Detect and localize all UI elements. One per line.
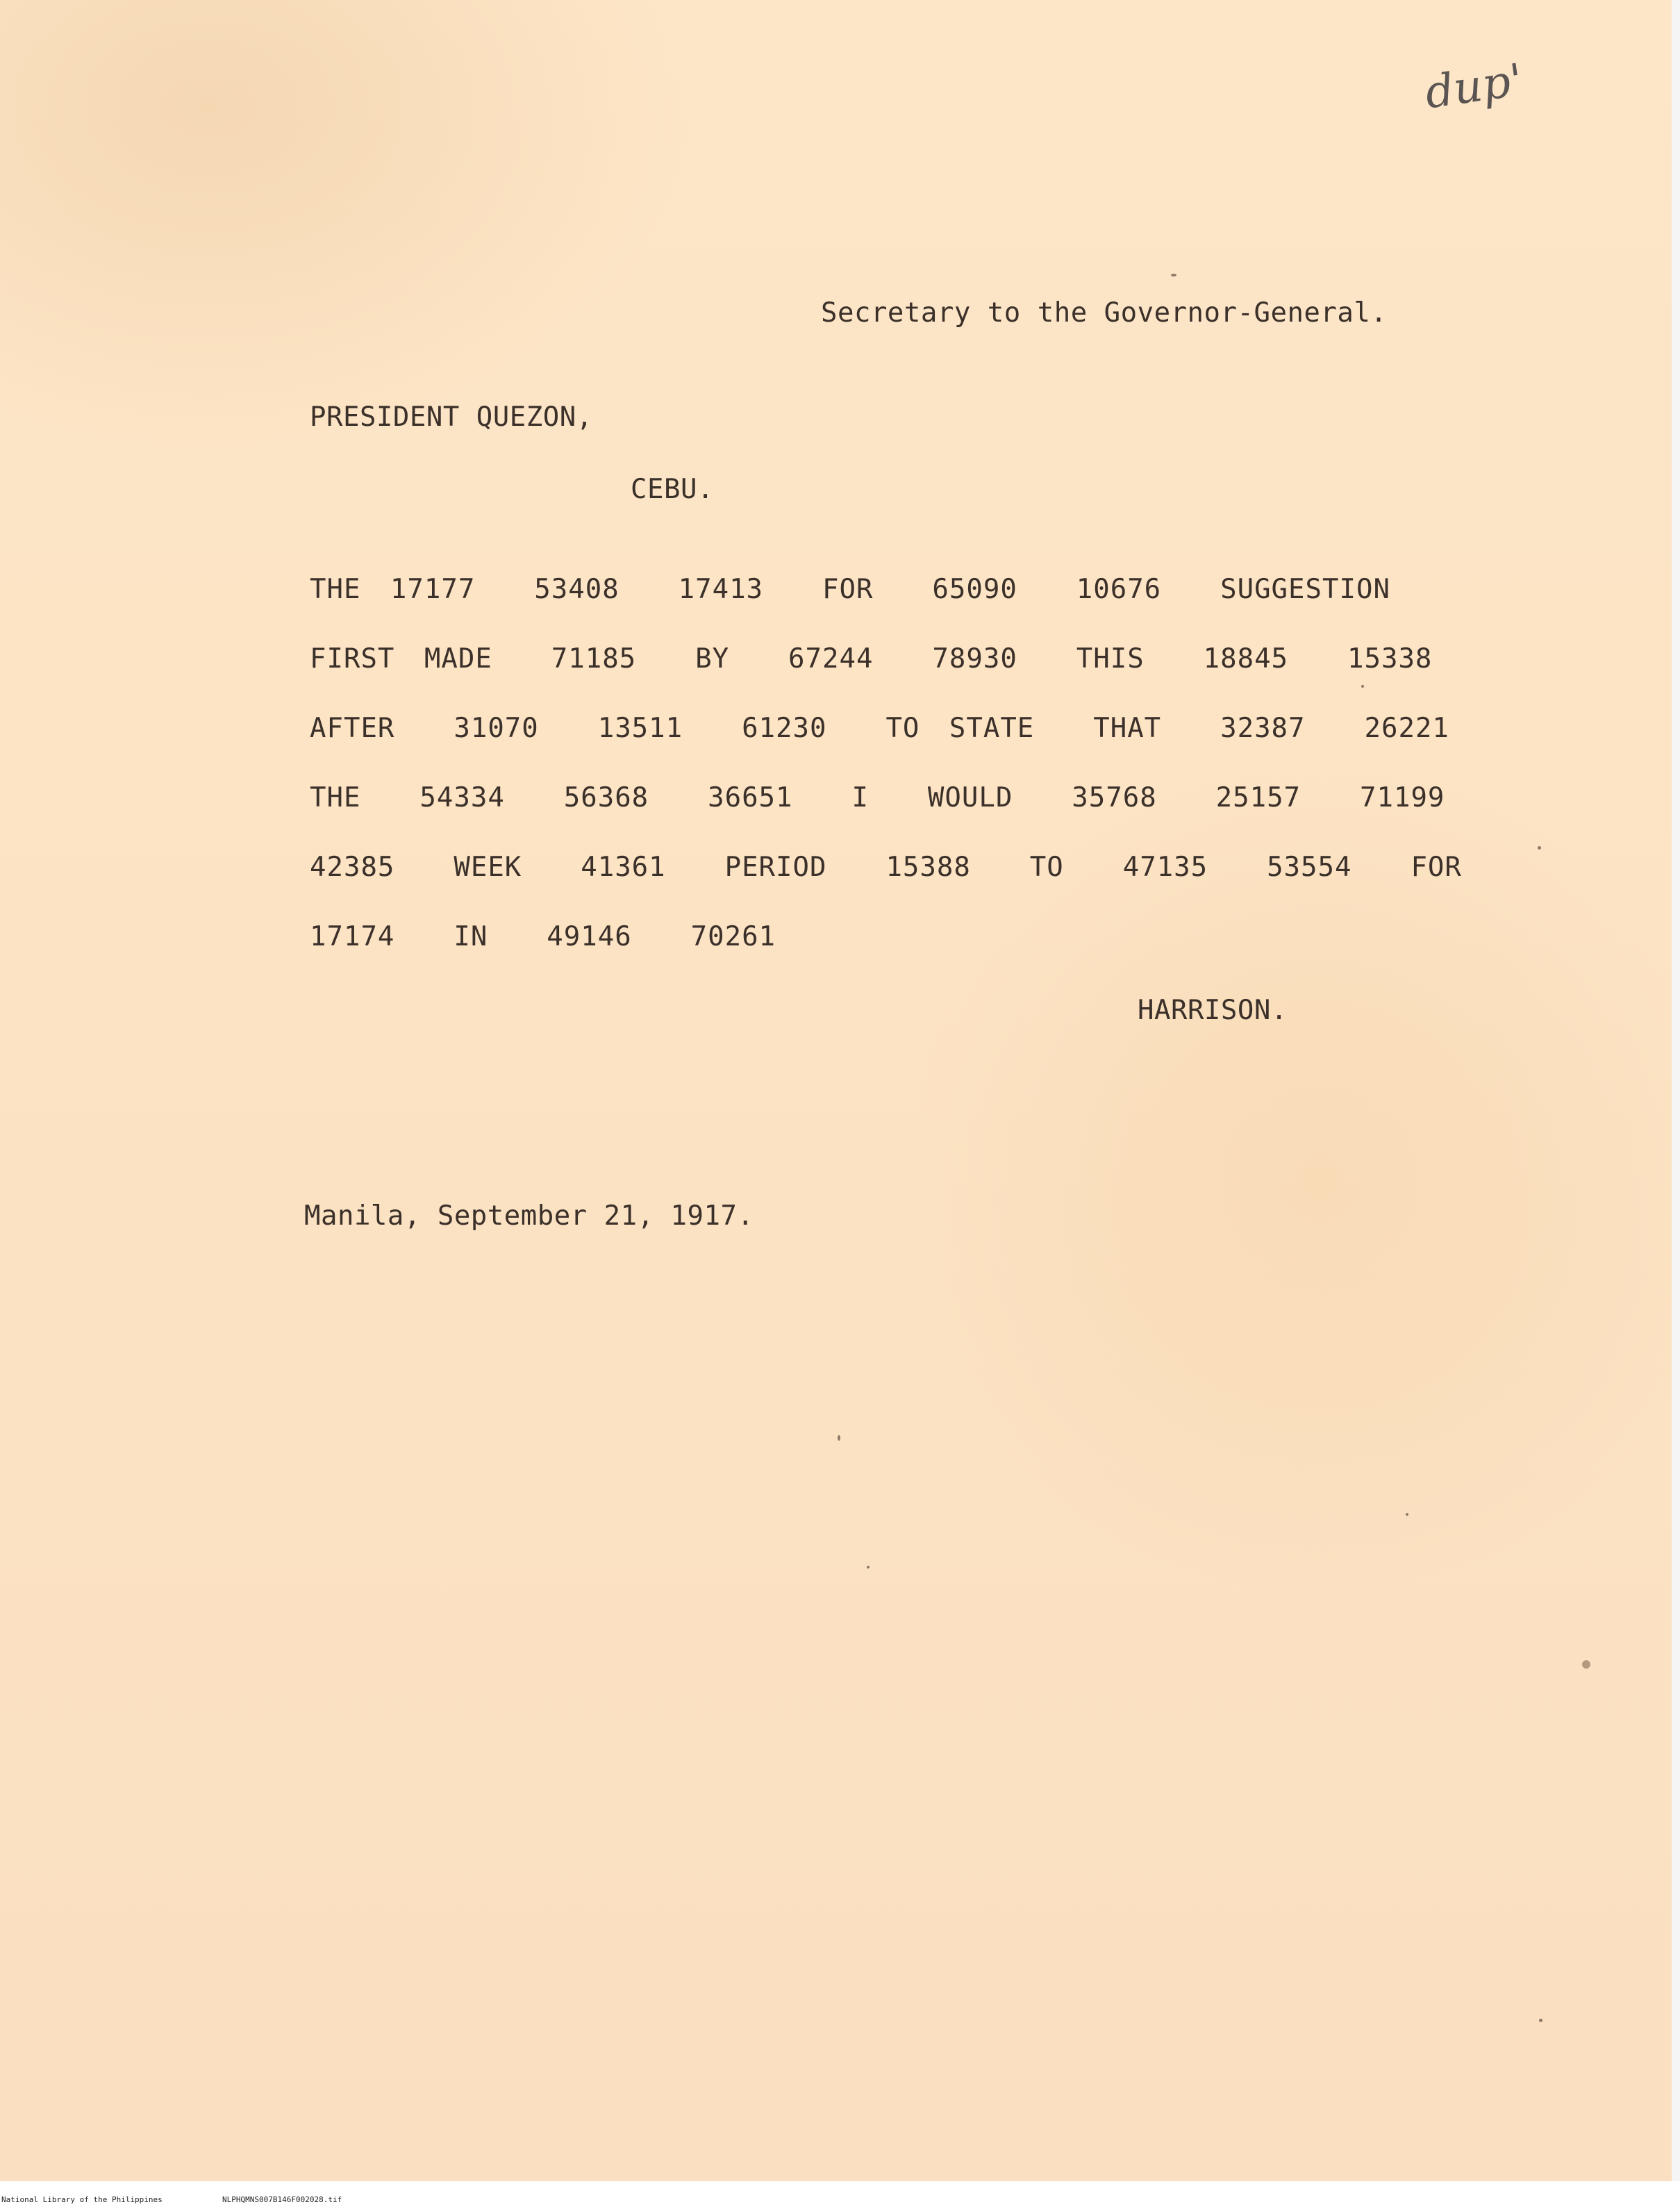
paper-speck (1406, 1513, 1408, 1516)
addressee-location: CEBU. (631, 474, 714, 505)
paper-speck (838, 1435, 840, 1441)
message-line: 42385 WEEK 41361 PERIOD 15388 TO 47135 53554 FOR (310, 852, 1462, 883)
file-footer: NLPHQMNS007B146F002028.tif (222, 2195, 342, 2204)
office-header: Secretary to the Governor-General. (821, 297, 1388, 329)
paper-speck (1538, 846, 1541, 850)
paper-speck (1361, 685, 1364, 688)
paper-speck (1582, 1660, 1590, 1669)
message-line: THE 54334 56368 36651 I WOULD 35768 25157 71199 (310, 782, 1445, 813)
message-line: AFTER 31070 13511 61230 TO STATE THAT 32387 26221 (310, 713, 1449, 744)
message-line: FIRST MADE 71185 BY 67244 78930 THIS 18845 15338 (310, 643, 1433, 675)
message-line: 17174 IN 49146 70261 (310, 921, 776, 952)
handwritten-note: dup' (1422, 54, 1527, 119)
dateline: Manila, September 21, 1917. (304, 1200, 754, 1232)
paper-speck (1539, 2019, 1542, 2022)
paper-speck (867, 1566, 870, 1569)
addressee-name: PRESIDENT QUEZON, (310, 402, 593, 433)
signature: HARRISON. (1138, 995, 1288, 1026)
archive-footer: National Library of the Philippines (1, 2195, 163, 2204)
paper-speck (1171, 274, 1176, 276)
message-line: THE 17177 53408 17413 FOR 65090 10676 SUGGESTION (310, 574, 1390, 605)
